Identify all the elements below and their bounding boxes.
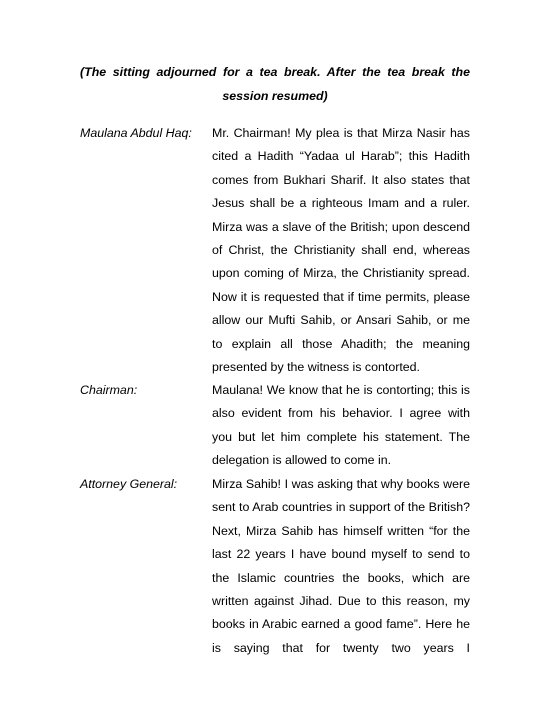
speaker-name: Maulana Abdul Haq: (80, 126, 192, 140)
speaker-name: Chairman: (80, 383, 138, 397)
speech-text: Mirza Sahib! I was asking that why books were sent to Arab countries in support of the British? Next, Mirza Sahib has himself written “for the last 22 years I have bound myself to send to the Islamic countries the books, which are written against Jihad. Due to this reason, my books in Arabic earned a good fame”. Here he is saying that for twenty two years I (212, 477, 470, 655)
stage-direction: (The sitting adjourned for a tea break. After the tea break the session resumed) (80, 65, 470, 103)
speech-text: Mr. Chairman! My plea is that Mirza Nasir has cited a Hadith “Yadaa ul Harab”; this Hadith comes from Bukhari Sharif. It also states that Jesus shall be a righteous Imam and a ruler. Mirza was a slave of the British; upon descend of Christ, the Christianity shall end, whereas upon coming of Mirza, the Christianity spread. Now it is requested that if time permits, please allow our Mufti Sahib, or Ansari Sahib, or me to explain all those Ahadith; the meaning presented by the witness is contorted. (212, 126, 470, 375)
speech-text: Maulana! We know that he is contorting; this is also evident from his behavior. I agree with you but let him complete his statement. The delegation is allowed to come in. (212, 383, 470, 468)
speaker-name: Attorney General: (80, 477, 178, 491)
